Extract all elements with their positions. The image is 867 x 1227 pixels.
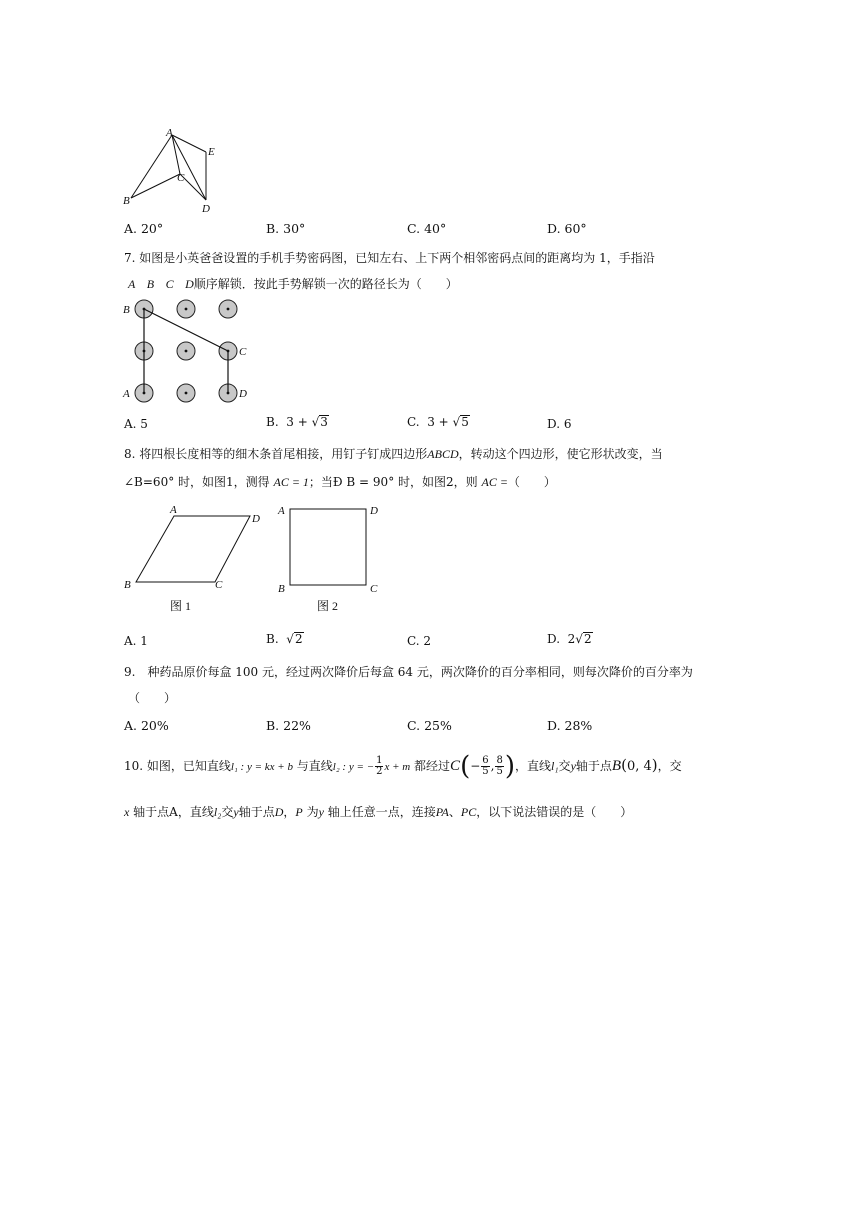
q8-fig2-label-d: D xyxy=(370,505,378,517)
q8-option-a: A. 1 xyxy=(124,634,148,648)
q9-option-b: B. 22% xyxy=(266,718,311,733)
q8-option-c: C. 2 xyxy=(407,634,432,648)
q8-fig2-label-b: B xyxy=(278,583,285,595)
q6-label-e: E xyxy=(208,146,215,158)
q8-fig1-label-d: D xyxy=(252,513,260,525)
q8-fig2-label-c: C xyxy=(370,583,378,595)
q9-stem-line1: 9. 种药品原价每盒 100 元，经过两次降价后每盒 64 元，两次降价的百分率相同，则每次降价的百分率为 xyxy=(124,665,693,679)
q8-fig1-label-c: C xyxy=(215,579,223,591)
q6-option-c: C. 40° xyxy=(407,221,447,236)
q8-stem-line1: 8. 将四根长度相等的细木条首尾相接，用钉子钉成四边形ABCD，转动这个四边形，使它形状改变，当 xyxy=(124,447,663,461)
q7-label-c: C xyxy=(239,346,247,358)
q8-option-d: D. 2√2 xyxy=(547,632,592,646)
q7-label-a: A xyxy=(123,388,130,400)
q7-stem-line2: A B C D顺序解锁．按此手势解锁一次的路径长为（ ） xyxy=(128,277,458,291)
q8-figure-1-rhombus xyxy=(118,500,268,618)
q7-option-b: B. 3 + √3 xyxy=(266,415,328,429)
q7-option-c: C. 3 + √5 xyxy=(407,415,469,429)
q9-option-d: D. 28% xyxy=(547,718,593,733)
q8-fig1-caption: 图 1 xyxy=(170,599,192,613)
q6-option-b: B. 30° xyxy=(266,221,306,236)
q6-option-a: A. 20° xyxy=(124,221,164,236)
q7-option-d: D. 6 xyxy=(547,417,572,431)
q8-option-b: B. √2 xyxy=(266,632,303,646)
q7-stem-line1: 7. 如图是小英爸爸设置的手机手势密码图，已知左右、上下两个相邻密码点间的距离均为 1，手指沿 xyxy=(124,251,655,265)
q8-fig1-label-a: A xyxy=(170,504,177,516)
q8-stem-line2: ∠B=60° 时，如图1，测得 AC = 1；当Ð B = 90° 时，如图2，则 AC =（ ） xyxy=(124,475,556,489)
q6-label-b: B xyxy=(123,195,130,207)
q6-option-d: D. 60° xyxy=(547,221,587,236)
q8-fig2-caption: 图 2 xyxy=(317,599,339,613)
q6-label-c: C xyxy=(177,172,185,184)
q6-label-d: D xyxy=(202,203,210,215)
q6-label-a: A xyxy=(166,127,173,139)
q7-label-b: B xyxy=(123,304,130,316)
q8-figure-2-square xyxy=(272,500,392,618)
q10-stem-line2: x 轴于点A，直线l₂交y轴于点D，P 为y 轴上任意一点，连接PA、PC，以下说法错误的是（ ） xyxy=(124,805,633,819)
q6-triangle-figure xyxy=(118,124,228,216)
q9-option-a: A. 20% xyxy=(124,718,169,733)
q9-stem-line2: （ ） xyxy=(128,691,177,705)
q7-option-a: A. 5 xyxy=(124,417,148,431)
q7-gesture-grid-figure xyxy=(118,296,258,406)
q10-stem-line1: 10. 如图，已知直线l₁ : y = kx + b 与直线l₂ : y = − $\frac{1}{2}$ x + m 都经过C(− $\frac{6}{5}$ , $\frac{8}{5}$ )，直线l₁交y轴于点B(0, 4)，交 xyxy=(124,751,682,782)
q7-label-d: D xyxy=(239,388,247,400)
q8-fig2-label-a: A xyxy=(278,505,285,517)
q9-option-c: C. 25% xyxy=(407,718,452,733)
q8-fig1-label-b: B xyxy=(124,579,131,591)
